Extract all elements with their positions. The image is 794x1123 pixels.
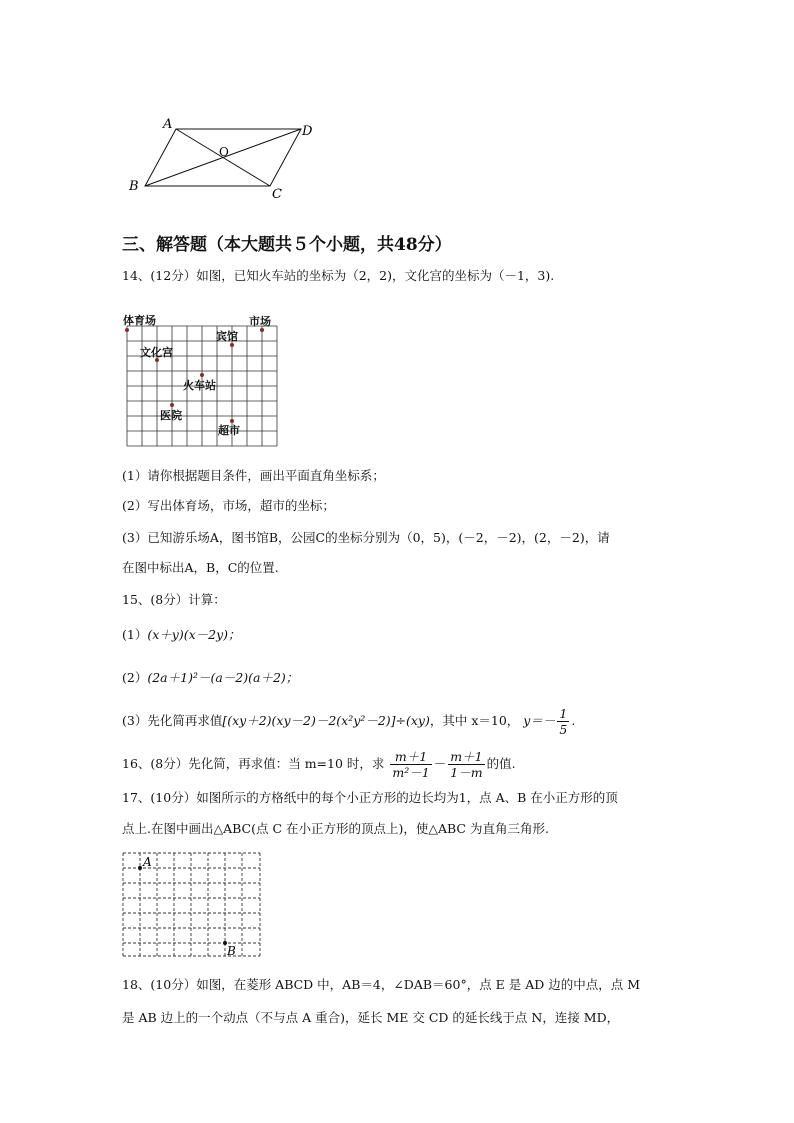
label-b: B: [129, 179, 139, 194]
q16-f1-den: m²－1: [392, 765, 430, 780]
supermarket-dot: [230, 419, 234, 423]
label-c: C: [272, 187, 282, 202]
q14-sub2: (2）写出体育场，市场，超市的坐标；: [122, 498, 335, 513]
label-a: A: [163, 117, 173, 132]
q16-f2-num: m＋1: [450, 749, 483, 764]
label-point-a: A: [143, 855, 152, 869]
label-o: O: [219, 145, 229, 159]
q16-f1-num: m＋1: [390, 749, 431, 765]
label-supermarket: 超市: [218, 424, 240, 437]
q14-map-grid: [120, 312, 280, 454]
q15-sub1: [122, 625, 241, 645]
q15-stem: 15、(8分）计算：: [122, 592, 226, 607]
point-a-dot: [138, 866, 142, 870]
section-title: 三、解答题（本大题共５个小题，共48分）: [122, 235, 452, 255]
q16-fraction-1: [390, 749, 431, 780]
q14-sub3-line2: 在图中标出A，B，C的位置.: [122, 560, 279, 575]
label-point-b: B: [227, 944, 236, 958]
q15-sub1-label: (1）: [122, 627, 148, 642]
q16: [122, 748, 516, 780]
q14-sub3-line1: (3）已知游乐场A，图书馆B，公园C的坐标分别为（0，5)，(－2，－2)，(2，－2)，请: [122, 530, 610, 545]
label-hotel: 宾馆: [216, 330, 238, 343]
q16-f2-den: 1－m: [450, 765, 483, 780]
q16-stem-b: 的值.: [486, 756, 516, 771]
label-stadium: 体育场: [123, 314, 156, 327]
q15-sub3-frac-den: 5: [559, 722, 568, 737]
label-market: 市场: [249, 315, 271, 328]
q15-sub3-end: .: [571, 713, 576, 728]
q15-sub2: [122, 668, 298, 688]
hospital-dot: [170, 403, 174, 407]
q18-line2: 是 AB 边上的一个动点（不与点 A 重合)，延长 ME 交 CD 的延长线于点 N，连接 MD，: [122, 1010, 620, 1025]
q15-sub3-expr: [(xy＋2)(xy－2)－2(x²y²－2)]÷(xy): [222, 713, 430, 728]
label-hospital: 医院: [160, 409, 182, 422]
q15-sub2-expr: (2a＋1)²－(a－2)(a＋2)；: [147, 670, 299, 685]
q17-square-grid: [120, 850, 265, 960]
q16-minus: －: [433, 756, 447, 771]
label-train-station: 火车站: [183, 379, 216, 392]
market-dot: [260, 328, 264, 332]
q15-sub3-fraction: [557, 706, 569, 737]
q15-sub3-y: y＝－: [523, 713, 556, 728]
q14-stem: 14、(12分）如图，已知火车站的坐标为（2，2)，文化宫的坐标为（－1，3).: [122, 268, 555, 283]
q15-sub3: [122, 705, 575, 737]
q18-line1: 18、(10分）如图，在菱形 ABCD 中，AB＝4，∠DAB＝60°，点 E 是 AD 边的中点，点 M: [122, 977, 641, 992]
q17-line1: 17、(10分）如图所示的方格纸中的每个小正方形的边长均为1，点 A、B 在小正方形的顶: [122, 790, 618, 805]
q15-sub2-label: (2）: [122, 670, 148, 685]
q15-sub3-where: ，其中 x＝10，: [429, 713, 520, 728]
label-culture-palace: 文化宫: [140, 346, 173, 359]
q16-fraction-2: [448, 749, 484, 780]
stadium-dot: [125, 328, 129, 332]
train-station-dot: [200, 373, 204, 377]
q15-sub3-frac-num: 1: [559, 706, 568, 721]
q16-stem-a: 16、(8分）先化简，再求值：当 m=10 时，求: [122, 756, 385, 771]
label-d: D: [302, 124, 313, 139]
hotel-dot: [230, 343, 234, 347]
q17-line2: 点上.在图中画出△ABC(点 C 在小正方形的顶点上)，使△ABC 为直角三角形.: [122, 821, 549, 836]
q14-sub1: (1）请你根据题目条件，画出平面直角坐标系；: [122, 468, 385, 483]
parallelogram-figure: [120, 112, 330, 202]
q15-sub3-label: (3）先化简再求值: [122, 713, 223, 728]
q15-sub1-expr: (x＋y)(x－2y)；: [147, 627, 241, 642]
